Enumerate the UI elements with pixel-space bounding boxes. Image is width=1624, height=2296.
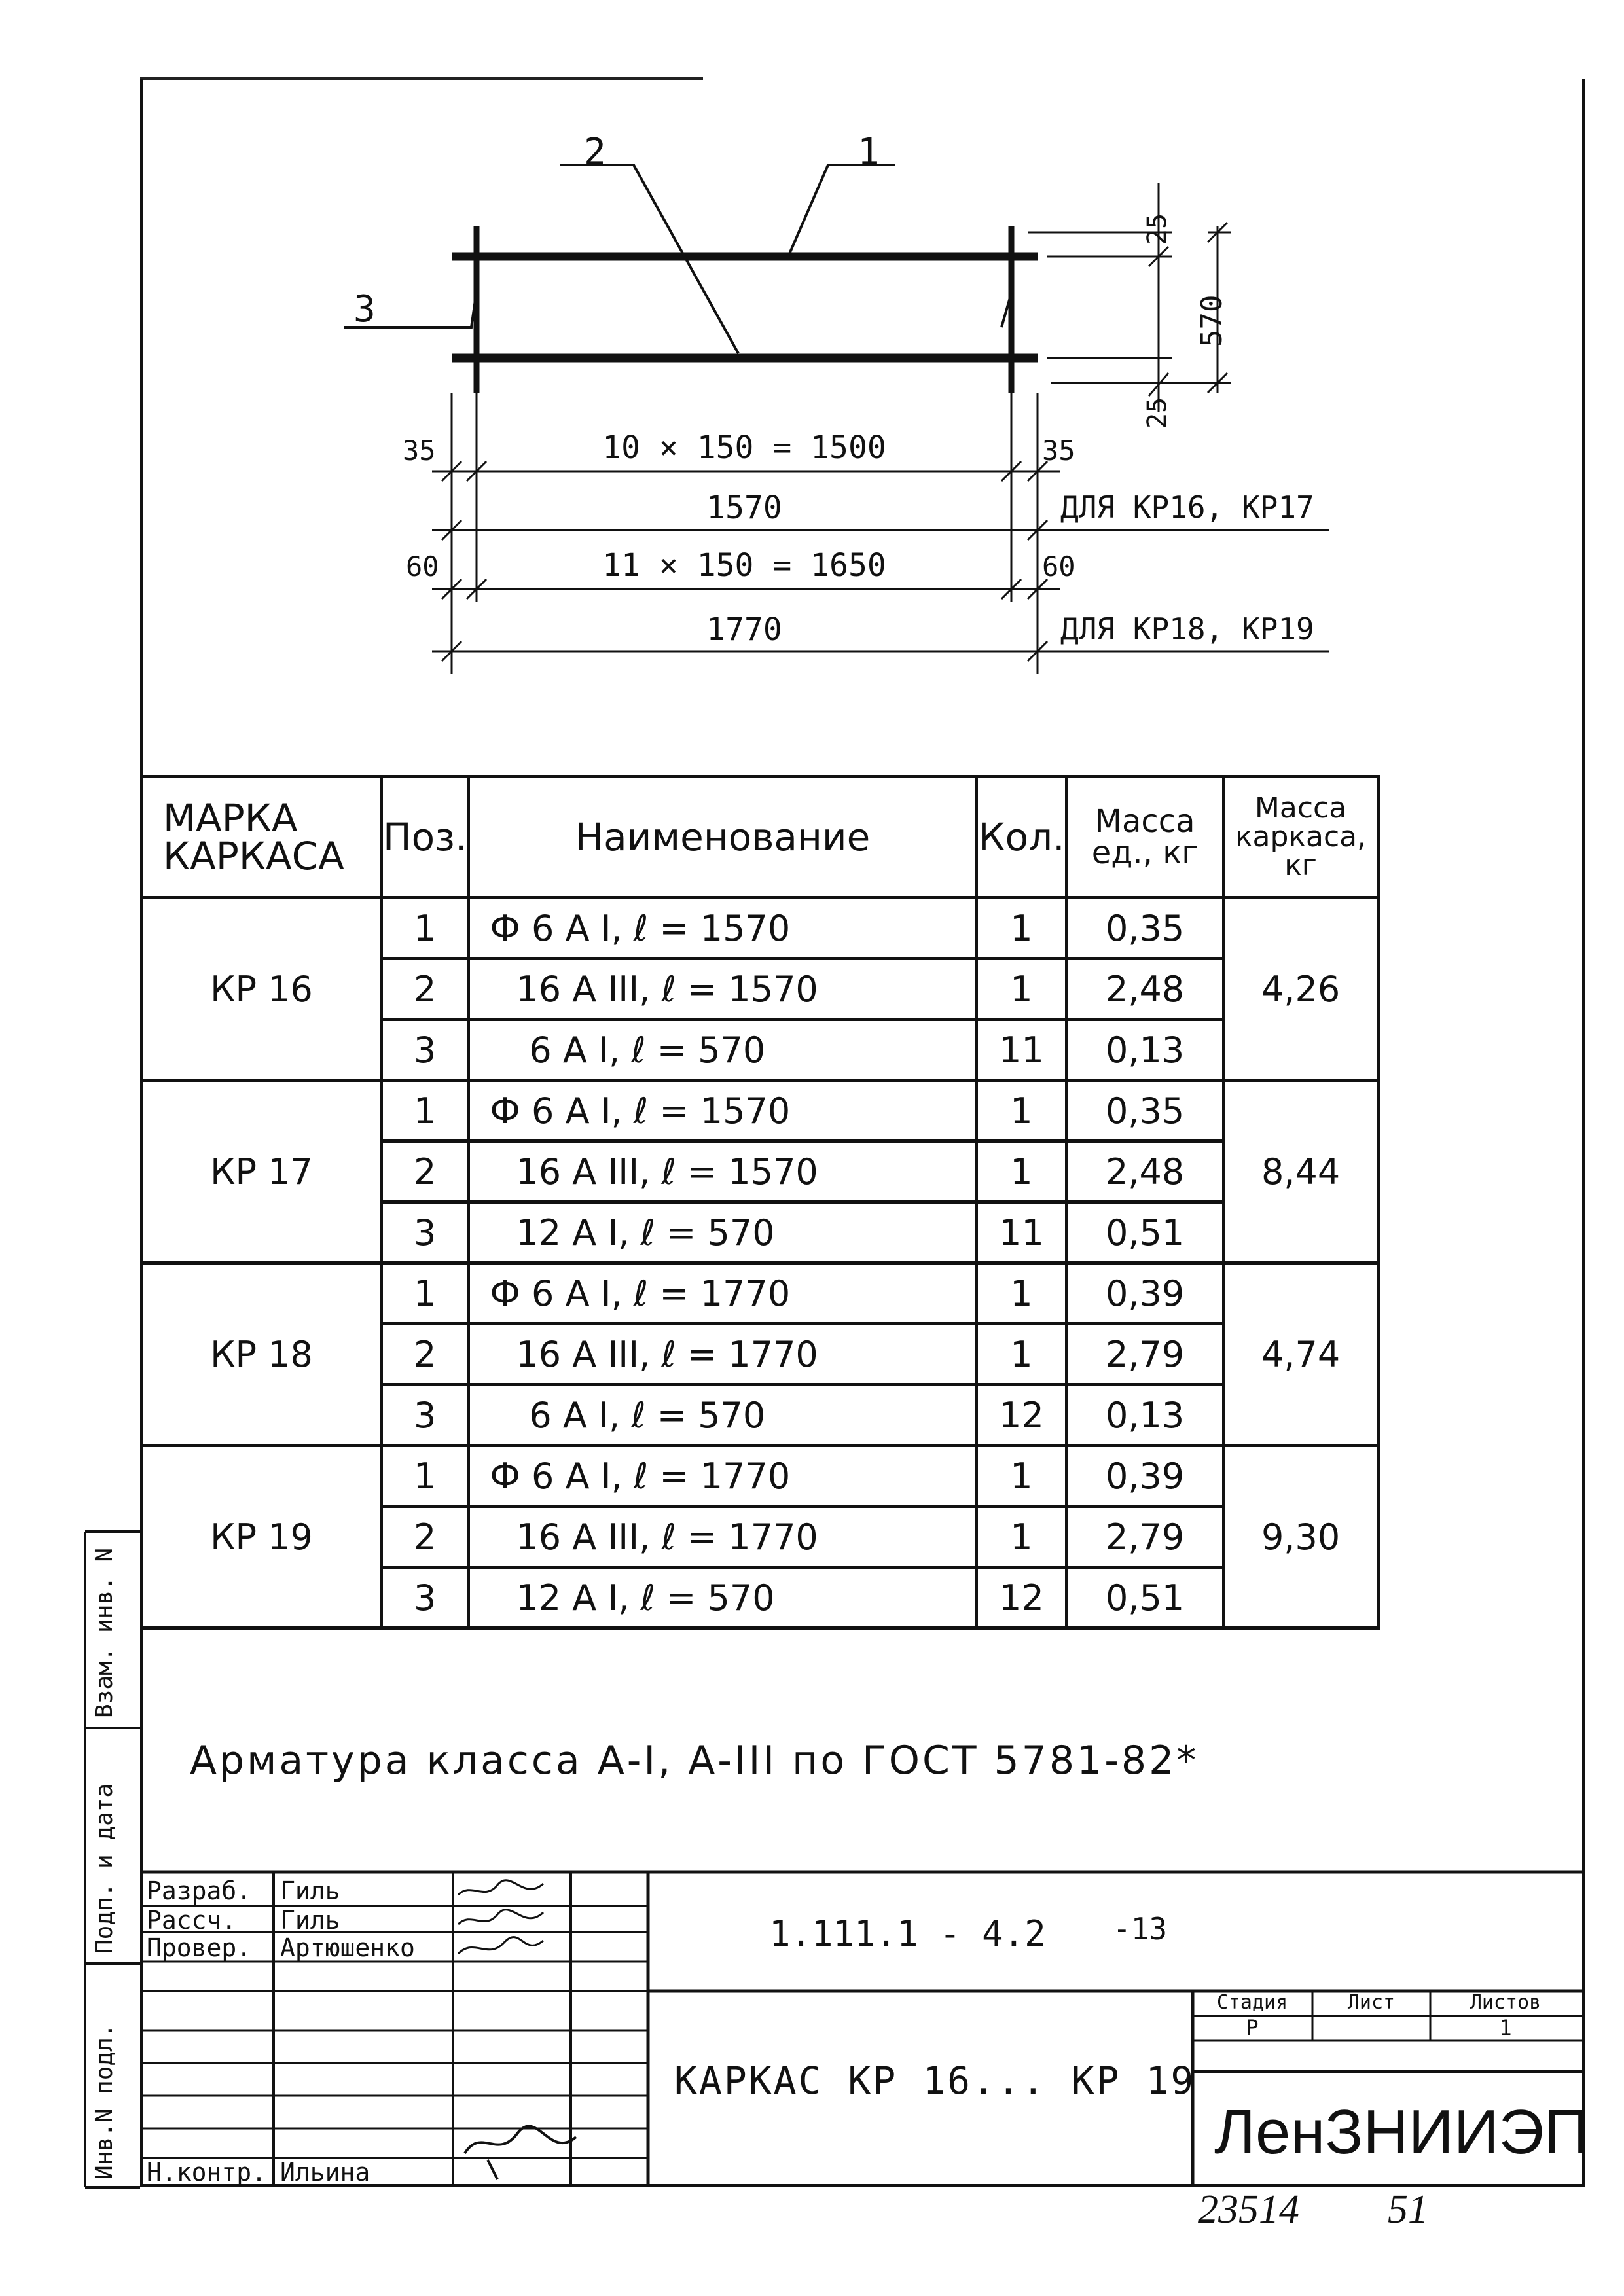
header-qty: Кол.	[977, 777, 1066, 898]
dim-60-left: 60	[406, 550, 439, 583]
side-sign-date: Подп. и дата	[91, 1783, 118, 1954]
name-cell: 12 А I, ℓ = 570	[469, 1568, 977, 1628]
qty-cell: 1	[977, 1263, 1066, 1324]
name-checked: Артюшенко	[280, 1933, 415, 1962]
qty-cell: 11	[977, 1020, 1066, 1081]
sheets-label: Листов	[1470, 1991, 1542, 2014]
reinforcement-note: Арматура класса А-I, А-III по ГОСТ 5781-82*	[190, 1738, 1199, 1784]
pos-cell: 3	[382, 1568, 469, 1628]
qty-cell: 1	[977, 1446, 1066, 1507]
pos-cell: 2	[382, 959, 469, 1020]
dim-25-bottom: 25	[1142, 397, 1172, 429]
note-kr18-kr19: ДЛЯ КР18, КР19	[1060, 611, 1314, 647]
total-mass-cell: 8,44	[1223, 1081, 1378, 1263]
mass-cell: 0,39	[1066, 1263, 1223, 1324]
mass-cell: 0,51	[1066, 1202, 1223, 1263]
mark-cell: КР 19	[142, 1446, 382, 1628]
role-developer: Разраб.	[147, 1876, 252, 1905]
name-cell: 6 А I, ℓ = 570	[469, 1385, 977, 1446]
name-cell: 16 А III, ℓ = 1770	[469, 1507, 977, 1568]
pos-cell: 1	[382, 1446, 469, 1507]
mass-cell: 2,79	[1066, 1507, 1223, 1568]
mass-cell: 0,35	[1066, 1081, 1223, 1141]
pos-cell: 2	[382, 1141, 469, 1202]
role-norm-control: Н.контр.	[147, 2158, 267, 2187]
signature-4	[465, 2126, 576, 2179]
pos-cell: 1	[382, 1263, 469, 1324]
mark-cell: КР 17	[142, 1081, 382, 1263]
pos-cell: 3	[382, 1385, 469, 1446]
sheet-label: Лист	[1347, 1991, 1396, 2014]
qty-cell: 1	[977, 1324, 1066, 1385]
sheets-value: 1	[1499, 2015, 1512, 2040]
signature-3	[458, 1937, 543, 1954]
pos-cell: 3	[382, 1020, 469, 1081]
total-mass-cell: 9,30	[1223, 1446, 1378, 1628]
qty-cell: 12	[977, 1568, 1066, 1628]
mass-cell: 0,35	[1066, 898, 1223, 959]
mass-cell: 2,48	[1066, 1141, 1223, 1202]
pos-cell: 2	[382, 1324, 469, 1385]
dim-1570: 1570	[706, 490, 782, 526]
mark-cell: КР 18	[142, 1263, 382, 1446]
dim-35-left: 35	[403, 435, 436, 467]
dim-35-right: 35	[1042, 435, 1075, 467]
qty-cell: 1	[977, 1507, 1066, 1568]
header-unit-mass: Масса ед., кг	[1066, 777, 1223, 898]
name-cell: Ф 6 А I, ℓ = 1570	[469, 1081, 977, 1141]
pos-cell: 3	[382, 1202, 469, 1263]
stage-value: Р	[1246, 2015, 1259, 2040]
document-code: 1.111.1 - 4.2	[769, 1913, 1046, 1954]
qty-cell: 1	[977, 1141, 1066, 1202]
qty-cell: 12	[977, 1385, 1066, 1446]
mass-cell: 0,39	[1066, 1446, 1223, 1507]
name-cell: 6 А I, ℓ = 570	[469, 1020, 977, 1081]
dim-25-top: 25	[1142, 213, 1172, 245]
dim-11x150: 11 × 150 = 1650	[602, 547, 886, 584]
dim-570: 570	[1195, 295, 1229, 347]
sheet-suffix: -13	[1113, 1911, 1168, 1946]
callout-1: 1	[857, 131, 880, 173]
pos-cell: 2	[382, 1507, 469, 1568]
role-checked: Провер.	[147, 1933, 252, 1962]
header-mark: МАРКА КАРКАСА	[142, 777, 382, 898]
dim-60-right: 60	[1042, 550, 1075, 583]
name-cell: 16 А III, ℓ = 1570	[469, 959, 977, 1020]
mass-cell: 0,51	[1066, 1568, 1223, 1628]
dim-10x150: 10 × 150 = 1500	[602, 429, 886, 466]
stage-label: Стадия	[1216, 1991, 1288, 2014]
qty-cell: 1	[977, 959, 1066, 1020]
header-name: Наименование	[469, 777, 977, 898]
name-cell: Ф 6 А I, ℓ = 1570	[469, 898, 977, 959]
note-kr16-kr17: ДЛЯ КР16, КР17	[1060, 490, 1314, 525]
name-cell: Ф 6 А I, ℓ = 1770	[469, 1263, 977, 1324]
total-mass-cell: 4,26	[1223, 898, 1378, 1081]
side-inv-no: Инв.N подл.	[91, 2023, 118, 2179]
mass-cell: 2,48	[1066, 959, 1223, 1020]
callout-2: 2	[584, 131, 606, 173]
pos-cell: 1	[382, 898, 469, 959]
role-calculated: Рассч.	[147, 1906, 237, 1935]
name-developer: Гиль	[280, 1876, 340, 1905]
archive-page: 51	[1388, 2187, 1428, 2232]
total-mass-cell: 4,74	[1223, 1263, 1378, 1446]
mass-cell: 2,79	[1066, 1324, 1223, 1385]
mass-cell: 0,13	[1066, 1385, 1223, 1446]
qty-cell: 11	[977, 1202, 1066, 1263]
side-replace-inv: Взам. инв. N	[91, 1547, 118, 1718]
mass-cell: 0,13	[1066, 1020, 1223, 1081]
signature-1	[458, 1880, 543, 1895]
qty-cell: 1	[977, 1081, 1066, 1141]
dim-1770: 1770	[706, 611, 782, 648]
drawing-title: КАРКАС КР 16... КР 19	[674, 2058, 1196, 2103]
archive-number: 23514	[1198, 2187, 1299, 2232]
name-cell: 16 А III, ℓ = 1570	[469, 1141, 977, 1202]
signature-2	[458, 1910, 543, 1924]
header-total-mass: Масса каркаса, кг	[1223, 777, 1378, 898]
name-cell: 12 А I, ℓ = 570	[469, 1202, 977, 1263]
callout-3: 3	[353, 288, 376, 331]
name-cell: 16 А III, ℓ = 1770	[469, 1324, 977, 1385]
qty-cell: 1	[977, 898, 1066, 959]
name-calculated: Гиль	[280, 1906, 340, 1935]
organization-name: ЛенЗНИИЭП	[1214, 2097, 1589, 2167]
name-cell: Ф 6 А I, ℓ = 1770	[469, 1446, 977, 1507]
pos-cell: 1	[382, 1081, 469, 1141]
name-norm-control: Ильина	[280, 2158, 370, 2187]
mark-cell: КР 16	[142, 898, 382, 1081]
header-pos: Поз.	[382, 777, 469, 898]
